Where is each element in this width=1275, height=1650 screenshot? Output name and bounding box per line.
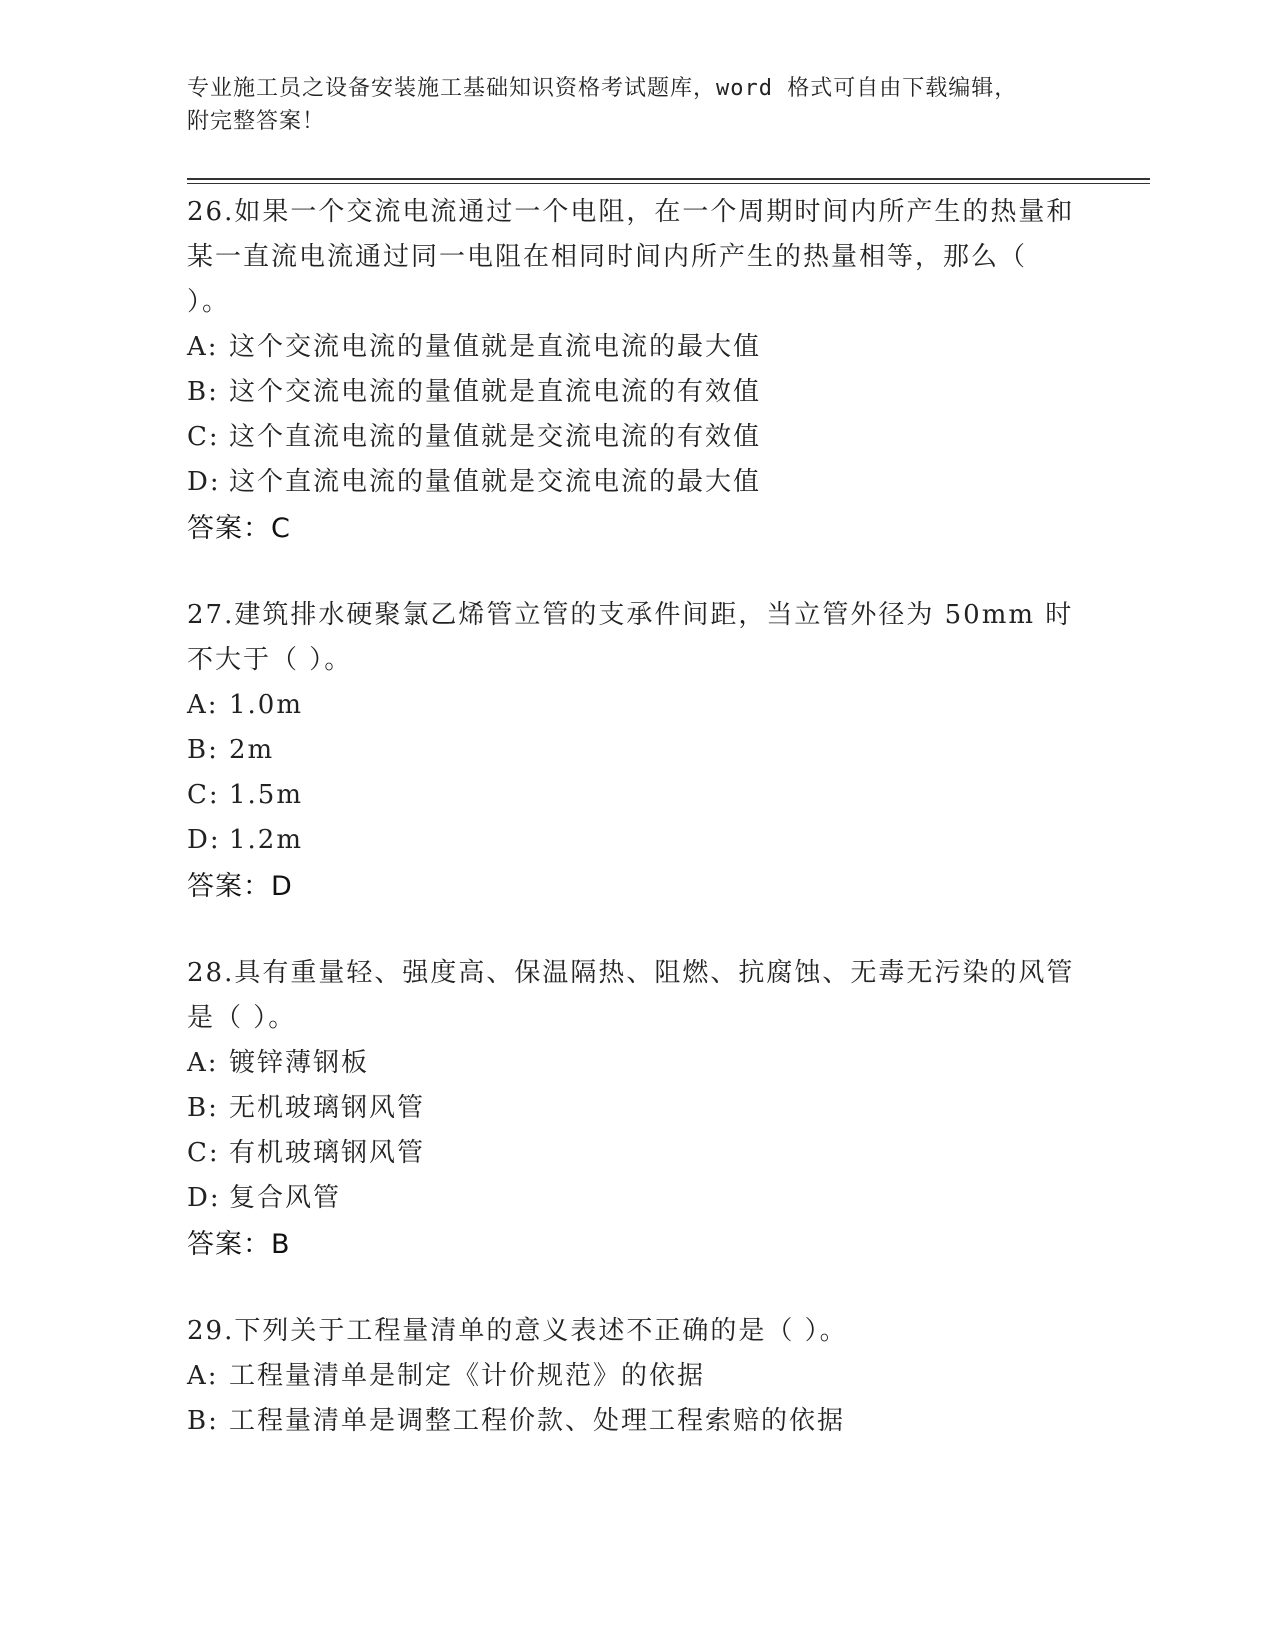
option-text: 镀锌薄钢板 (229, 1048, 370, 1078)
answer-line: 答案：B (187, 1229, 291, 1260)
option-letter: A: (187, 1361, 219, 1391)
question-list (187, 190, 1087, 1485)
option-c (187, 1131, 1087, 1176)
option-c (187, 773, 1087, 818)
option-letter: B: (187, 1406, 219, 1436)
option-text: 这个交流电流的量值就是直流电流的有效值 (229, 377, 762, 407)
option-text: 这个交流电流的量值就是直流电流的最大值 (229, 332, 762, 362)
header-divider (187, 178, 1150, 180)
option-letter: D: (187, 1183, 221, 1213)
question-text: 27.建筑排水硬聚氯乙烯管立管的支承件间距，当立管外径为 50mm 时不大于（ ）。 (187, 600, 1074, 675)
option-b (187, 370, 1087, 415)
option-text: 无机玻璃钢风管 (229, 1093, 426, 1123)
question-29 (187, 1309, 1087, 1444)
question-text: 28.具有重量轻、强度高、保温隔热、阻燃、抗腐蚀、无毒无污染的风管是（ ）。 (187, 958, 1075, 1033)
option-letter: D: (187, 825, 221, 855)
option-text: 这个直流电流的量值就是交流电流的有效值 (229, 422, 762, 452)
option-text: 1.0m (229, 690, 304, 720)
option-text: 工程量清单是调整工程价款、处理工程索赔的依据 (229, 1406, 846, 1436)
option-b (187, 1399, 1087, 1444)
header-line-2: 附完整答案！ (187, 109, 326, 134)
option-text: 2m (229, 735, 275, 765)
header-line-1: 专业施工员之设备安装施工基础知识资格考试题库，word 格式可自由下载编辑， (187, 76, 1018, 101)
option-letter: C: (187, 1138, 220, 1168)
question-28 (187, 951, 1087, 1268)
option-a (187, 1354, 1087, 1399)
option-text: 工程量清单是制定《计价规范》的依据 (229, 1361, 706, 1391)
option-letter: C: (187, 780, 220, 810)
option-letter: B: (187, 735, 219, 765)
option-a (187, 1041, 1087, 1086)
option-text: 有机玻璃钢风管 (229, 1138, 426, 1168)
option-b (187, 728, 1087, 773)
question-26 (187, 190, 1087, 552)
option-d (187, 460, 1087, 505)
option-letter: C: (187, 422, 220, 452)
option-letter: B: (187, 1093, 219, 1123)
answer-line: 答案：D (187, 871, 293, 902)
option-letter: A: (187, 1048, 219, 1078)
option-text: 这个直流电流的量值就是交流电流的最大值 (229, 467, 762, 497)
option-d (187, 1176, 1087, 1221)
option-text: 1.5m (229, 780, 304, 810)
option-letter: A: (187, 690, 219, 720)
document-header (187, 72, 1087, 138)
option-d (187, 818, 1087, 863)
question-text: 26.如果一个交流电流通过一个电阻，在一个周期时间内所产生的热量和某一直流电流通过同一电阻在相同时间内所产生的热量相等，那么（ ）。 (187, 197, 1075, 317)
option-letter: A: (187, 332, 219, 362)
option-a (187, 683, 1087, 728)
option-b (187, 1086, 1087, 1131)
header-divider-thin (187, 183, 1150, 184)
option-letter: B: (187, 377, 219, 407)
answer-line: 答案：C (187, 513, 291, 544)
question-text: 29.下列关于工程量清单的意义表述不正确的是（ ）。 (187, 1316, 848, 1346)
option-letter: D: (187, 467, 221, 497)
option-text: 1.2m (229, 825, 304, 855)
question-27 (187, 593, 1087, 910)
option-c (187, 415, 1087, 460)
option-text: 复合风管 (229, 1183, 342, 1213)
option-a (187, 325, 1087, 370)
